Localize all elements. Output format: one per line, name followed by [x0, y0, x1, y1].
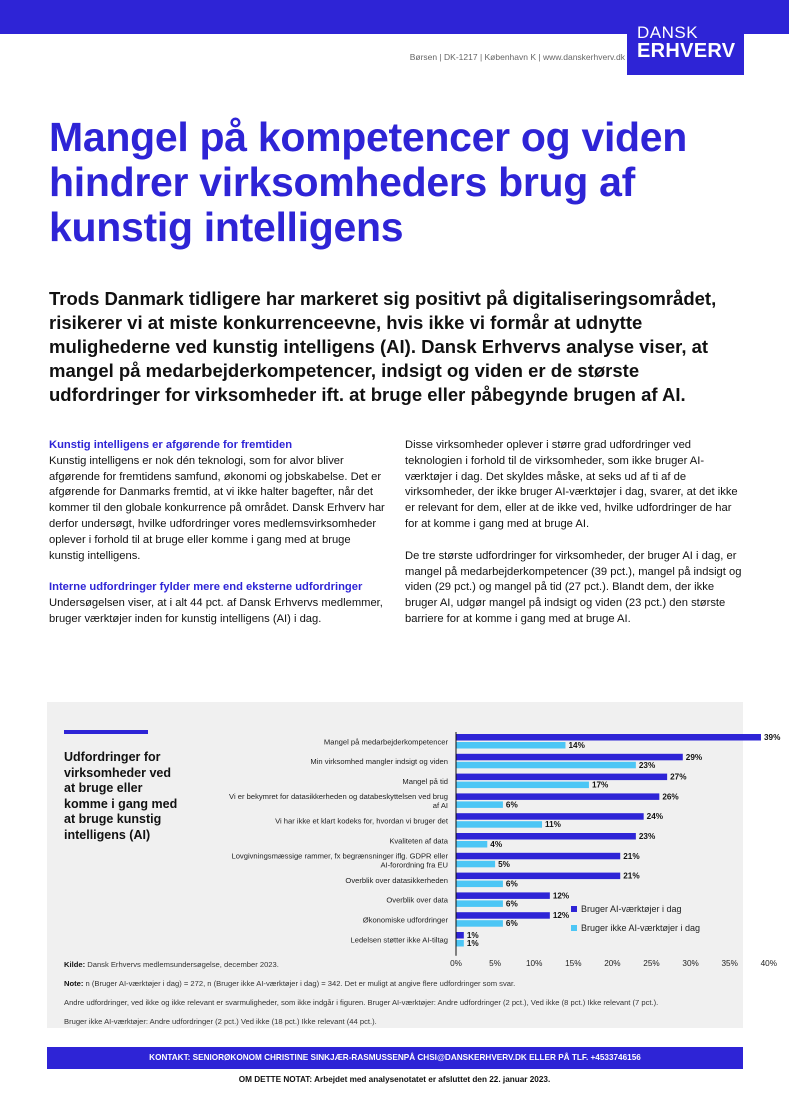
category-label: af AI — [432, 801, 448, 811]
note-text: n (Bruger AI-værktøjer i dag) = 272, n (Bruger ikke AI-værktøjer i dag) = 342. Det er muligt at angive flere udfordringer som svar. — [85, 979, 516, 988]
category-label: Mangel på tid — [402, 776, 448, 786]
x-tick-label: 20% — [604, 958, 621, 968]
bar-bruger — [456, 734, 761, 741]
dansk-erhverv-logo[interactable] — [627, 0, 744, 75]
legend-swatch — [571, 906, 577, 912]
data-label: 6% — [505, 800, 518, 810]
bar-bruger-ikke — [456, 920, 503, 927]
bar-bruger-ikke — [456, 841, 487, 848]
left-column — [49, 438, 389, 644]
lead-paragraph: Trods Danmark tidligere har markeret sig positivt på digitaliseringsområdet, risikerer vi at miste konkurrenceevne, hvis ikke vi formår at udnytte mulighederne ved kunstig intelligens (AI). Dansk Erhvervs analyse viser, at mangel på medarbejderkompetencer, indsigt og viden er de største udfordringer for virksomheder ift. at bruge eller påbegynde brugen af AI. — [49, 288, 717, 405]
header-address: Børsen | DK-1217 | København K | www.danskerhverv.dk — [409, 52, 625, 62]
contact-bar: KONTAKT: SENIORØKONOM CHRISTINE SINKJÆR-RASMUSSENPÅ CHSI@DANSKERHVERV.DK ELLER PÅ TLF. +4533746156 — [47, 1047, 743, 1069]
body-paragraph-4: De tre største udfordringer for virksomheder, der bruger AI i dag, er mangel på medarbejderkompetencer (39 pct.), mangel på indsigt og viden (29 pct.) og mangel på tid (27 pct.). Blandt dem, der ikke bruger AI, udgør mangel på indsigt og viden (23 pct.) den største barriere for at komme i gang med at bruge AI. — [405, 549, 742, 625]
bar-bruger-ikke — [456, 821, 542, 828]
bar-bruger — [456, 912, 550, 919]
category-label: Overblik over data — [386, 895, 448, 905]
bar-bruger-ikke — [456, 940, 464, 947]
bar-bruger — [456, 932, 464, 939]
category-label: Mangel på medarbejderkompetencer — [323, 737, 448, 747]
data-label: 1% — [466, 939, 479, 948]
note-label: Note: — [64, 979, 84, 988]
bar-bruger — [456, 853, 620, 860]
bar-bruger — [456, 813, 644, 820]
logo-line-1: DANSK — [637, 23, 699, 42]
bar-bruger — [456, 793, 659, 800]
bar-bruger-ikke — [456, 801, 503, 808]
x-tick-label: 5% — [489, 958, 502, 968]
data-label: 29% — [685, 752, 703, 762]
body-paragraph-3: Disse virksomheder oplever i større grad udfordringer ved teknologien i forhold til de virksomheder, som ikke bruger AI-værktøjer i dag. Det skyldes måske, at seks ud af ti af de virksomheder, der ikke bruger AI-værktøjer i dag, svarer, at det ikke er relevant for dem, eller at de ikke ved, hvilke udfordringer de har for at komme i gang med at bruge AI. — [405, 439, 738, 530]
category-label: Vi har ikke et klart kodeks for, hvordan vi bruger det — [275, 816, 448, 826]
body-paragraph-2: Undersøgelsen viser, at i alt 44 pct. af Dansk Erhvervs medlemmer, bruger værktøjer inden for kunstig intelligens (AI) i dag. — [49, 597, 383, 625]
category-label: Vi er bekymret for datasikkerheden og databeskyttelsen ved brug — [229, 792, 448, 802]
chart-source — [64, 959, 734, 970]
about-note: OM DETTE NOTAT: Arbejdet med analysenotatet er afsluttet den 22. januar 2023. — [238, 1075, 551, 1084]
bar-bruger-ikke — [456, 900, 503, 907]
data-label: 21% — [623, 851, 640, 861]
chart-notes — [64, 959, 734, 1035]
x-tick-label: 15% — [565, 958, 582, 968]
data-label: 14% — [568, 741, 585, 750]
chart-title: Udfordringer for virksomheder ved at bruge eller komme i gang med at bruge kunstig intelligens (AI) — [64, 750, 178, 842]
bar-bruger-ikke — [456, 861, 495, 868]
bar-bruger — [456, 873, 620, 880]
chart-note-line-4: Bruger ikke AI-værktøjer: Andre udfordringer (2 pct.) Ved ikke (18 pct.) Ikke relevant (44 pct.). — [64, 1017, 377, 1026]
section-heading-2: Interne udfordringer fylder mere end eksterne udfordringer — [49, 581, 363, 594]
bar-bruger — [456, 892, 550, 899]
data-label: 5% — [498, 859, 510, 869]
data-label: 23% — [638, 760, 656, 770]
chart-panel — [47, 702, 781, 1028]
data-label: 26% — [662, 792, 679, 802]
legend-swatch — [571, 925, 577, 931]
source-label: Kilde: — [64, 960, 86, 969]
data-label: 21% — [623, 871, 640, 881]
bar-bruger — [456, 833, 636, 840]
data-label: 11% — [545, 820, 561, 830]
category-label: Kvaliteten af data — [389, 836, 448, 846]
category-label: Lovgivningsmæssige rammer, fx begrænsninger iflg. GDPR eller — [231, 851, 448, 861]
bar-bruger-ikke — [456, 881, 503, 888]
body-paragraph-1: Kunstig intelligens er nok dén teknologi, som for alvor bliver afgørende for fremtidens samfund, økonomi og jobskabelse. Det er afgørende for Danmarks fremtid, at vi ikke halter bagefter, når det kommer til den globale konkurrence på området. Dansk Erhverv har derfor undersøgt, hvilke udfordringer vores medlemsvirksomheder oplever i forhold til at bruge eller komme i gang med at bruge kunstig intelligens. — [49, 454, 385, 562]
category-label: AI-forordning fra EU — [380, 860, 448, 870]
category-label: Ledelsen støtter ikke AI-tiltag — [350, 935, 448, 945]
bar-bruger — [456, 774, 667, 781]
category-label: Økonomiske udfordringer — [362, 915, 448, 925]
section-heading-1: Kunstig intelligens er afgørende for fremtiden — [49, 439, 293, 451]
source-text: Dansk Erhvervs medlemsundersøgelse, december 2023. — [87, 960, 279, 969]
data-label: 24% — [646, 812, 664, 822]
data-label: 17% — [591, 780, 609, 790]
x-tick-label: 10% — [526, 958, 543, 968]
data-label: 39% — [763, 733, 781, 742]
right-column — [405, 438, 745, 644]
chart-note — [64, 978, 734, 989]
data-label: 27% — [670, 772, 687, 782]
bar-bruger-ikke — [456, 742, 565, 749]
data-label: 1% — [466, 931, 479, 940]
x-tick-label: 0% — [450, 958, 462, 968]
x-tick-label: 25% — [643, 958, 660, 968]
legend-label: Bruger ikke AI-værktøjer i dag — [581, 923, 701, 933]
data-label: 6% — [505, 919, 518, 929]
chart-note-line-3: Andre udfordringer, ved ikke og ikke relevant er svarmuligheder, som ikke indgår i figuren. Bruger AI-værktøjer: Andre udfordringer (2 pct.), Ved ikke (8 pct.) Ikke relevant (7 pct.). — [64, 998, 659, 1007]
bar-bruger-ikke — [456, 762, 636, 769]
data-label: 6% — [505, 899, 518, 909]
bar-bruger — [456, 754, 683, 761]
data-label: 12% — [552, 911, 570, 921]
x-tick-label: 35% — [721, 958, 738, 968]
x-tick-label: 30% — [682, 958, 699, 968]
legend-label: Bruger AI-værktøjer i dag — [581, 904, 682, 914]
document-title: Mangel på kompetencer og viden hindrer virksomheders brug af kunstig intelligens — [49, 114, 688, 250]
logo-line-2: ERHVERV — [637, 40, 736, 62]
data-label: 12% — [552, 891, 570, 901]
x-tick-label: 40% — [760, 958, 777, 968]
bar-bruger-ikke — [456, 782, 589, 789]
category-label: Min virksomhed mangler indsigt og viden — [310, 757, 448, 767]
data-label: 23% — [638, 832, 656, 841]
category-label: Overblik over datasikkerheden — [345, 875, 448, 885]
data-label: 4% — [490, 840, 503, 849]
data-label: 6% — [505, 879, 518, 889]
